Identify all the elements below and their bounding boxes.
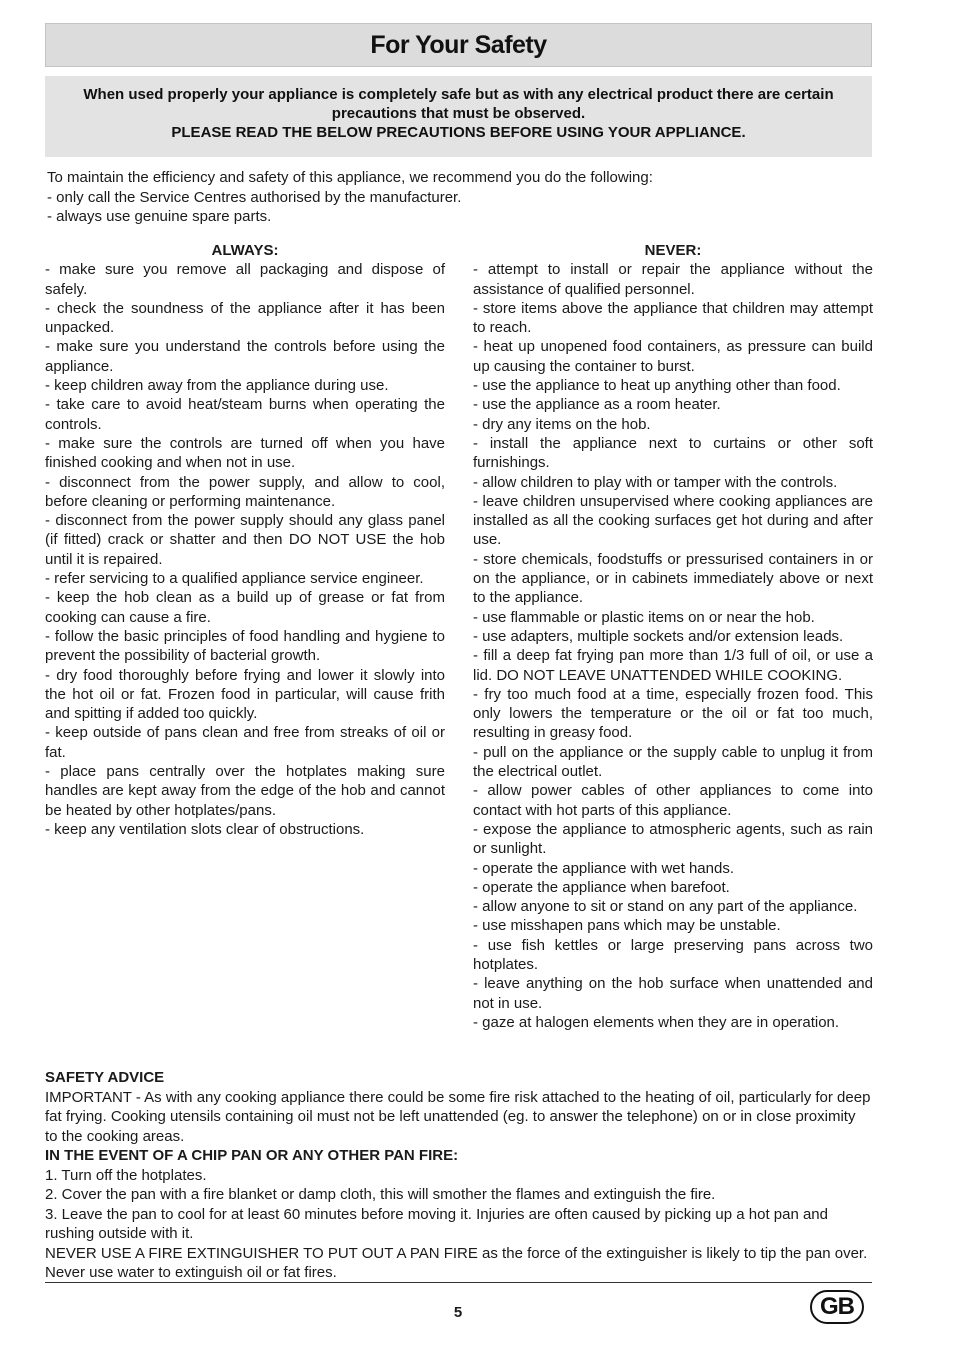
list-item: - allow power cables of other appliances to come into contact with hot parts of this appliance. bbox=[473, 782, 873, 819]
notice-line-2: PLEASE READ THE BELOW PRECAUTIONS BEFORE USING YOUR APPLIANCE. bbox=[171, 124, 746, 141]
list-item: - use fish kettles or large preserving pans across two hotplates. bbox=[473, 936, 873, 973]
intro-line: - only call the Service Centres authorised by the manufacturer. bbox=[47, 188, 462, 206]
important-paragraph: IMPORTANT - As with any cooking appliance there could be some fire risk attached to the heating of oil, particularly for deep fat frying. Cooking utensils containing oil must not be left unattended (eg. to answer the telephone) on or in close proximity to the cooking areas. bbox=[45, 1088, 871, 1145]
page-title: For Your Safety bbox=[370, 30, 547, 59]
safety-advice-section bbox=[45, 1068, 872, 1283]
title-banner bbox=[45, 23, 872, 67]
country-badge: GB bbox=[810, 1290, 864, 1324]
list-item: - place pans centrally over the hotplates making sure handles are kept away from the edge of the hob and cannot be heated by other hotplates/pans. bbox=[45, 763, 445, 819]
safety-heading: SAFETY ADVICE bbox=[45, 1069, 165, 1086]
list-item: - operate the appliance when barefoot. bbox=[473, 878, 730, 896]
list-item: - gaze at halogen elements when they are in operation. bbox=[473, 1013, 840, 1031]
list-item: - store chemicals, foodstuffs or pressurised containers in or on the appliance, or in cabinets immediately above or next to the appliance. bbox=[473, 550, 873, 607]
list-item: - heat up unopened food containers, as pressure can build up causing the container to burst. bbox=[473, 338, 873, 375]
list-item: - use misshapen pans which may be unstable. bbox=[473, 917, 781, 935]
always-heading: ALWAYS: bbox=[211, 242, 279, 259]
list-item: - follow the basic principles of food handling and hygiene to prevent the possibility of bacterial growth. bbox=[45, 627, 445, 665]
list-item: - make sure the controls are turned off when you have finished cooking and when not in use. bbox=[45, 434, 445, 472]
list-item: - use the appliance to heat up anything other than food. bbox=[473, 377, 841, 395]
list-item: - refer servicing to a qualified appliance service engineer. bbox=[45, 570, 424, 588]
never-column bbox=[473, 241, 873, 1032]
list-item: - attempt to install or repair the appliance without the assistance of qualified personnel. bbox=[473, 261, 873, 298]
extinguisher-warning: NEVER USE A FIRE EXTINGUISHER TO PUT OUT A PAN FIRE as the force of the extinguisher is likely to tip the pan over. Never use water to extinguish oil or fat fires. bbox=[45, 1244, 868, 1281]
list-item: - dry food thoroughly before frying and lower it slowly into the hot oil or fat. Frozen food in particular, will cause frith and spitting if added too quickly. bbox=[45, 666, 445, 723]
safety-notice bbox=[45, 76, 872, 157]
fire-step: 2. Cover the pan with a fire blanket or damp cloth, this will smother the flames and extinguish the fire. bbox=[45, 1186, 716, 1203]
list-item: - disconnect from the power supply, and allow to cool, before cleaning or performing maintenance. bbox=[45, 473, 445, 510]
list-item: - fry too much food at a time, especially frozen food. This only lowers the temperature or the oil or fat too much, resulting in greasy food. bbox=[473, 685, 873, 742]
list-item: - make sure you remove all packaging and dispose of safely. bbox=[45, 261, 445, 298]
page-number: 5 bbox=[453, 1304, 463, 1321]
list-item: - dry any items on the hob. bbox=[473, 415, 651, 433]
list-item: - use flammable or plastic items on or near the hob. bbox=[473, 608, 815, 626]
list-item: - keep outside of pans clean and free from streaks of oil or fat. bbox=[45, 724, 445, 761]
footer-divider bbox=[45, 1282, 872, 1283]
list-item: - allow children to play with or tamper with the controls. bbox=[473, 473, 838, 491]
intro-text bbox=[47, 168, 867, 227]
list-item: - expose the appliance to atmospheric agents, such as rain or sunlight. bbox=[473, 820, 873, 858]
list-item: - disconnect from the power supply should any glass panel (if fitted) crack or shatter and then DO NOT USE the hob until it is repaired. bbox=[45, 512, 445, 568]
list-item: - pull on the appliance or the supply cable to unplug it from the electrical outlet. bbox=[473, 743, 873, 781]
list-item: - fill a deep fat frying pan more than 1/3 full of oil, or use a lid. DO NOT LEAVE UNATTENDED WHILE COOKING. bbox=[473, 647, 873, 684]
list-item: - use the appliance as a room heater. bbox=[473, 396, 721, 414]
list-item: - take care to avoid heat/steam burns when operating the controls. bbox=[45, 396, 445, 433]
list-item: - use adapters, multiple sockets and/or extension leads. bbox=[473, 627, 844, 645]
list-item: - keep children away from the appliance during use. bbox=[45, 377, 389, 395]
list-item: - install the appliance next to curtains or other soft furnishings. bbox=[473, 434, 873, 472]
list-item: - operate the appliance with wet hands. bbox=[473, 859, 734, 877]
never-heading: NEVER: bbox=[644, 242, 702, 259]
list-item: - store items above the appliance that children may attempt to reach. bbox=[473, 299, 873, 337]
list-item: - check the soundness of the appliance after it has been unpacked. bbox=[45, 299, 445, 337]
list-item: - leave anything on the hob surface when unattended and not in use. bbox=[473, 975, 873, 1012]
intro-line: To maintain the efficiency and safety of this appliance, we recommend you do the following: bbox=[47, 169, 653, 186]
list-item: - keep the hob clean as a build up of grease or fat from cooking can cause a fire. bbox=[45, 589, 445, 626]
intro-line: - always use genuine spare parts. bbox=[47, 208, 272, 225]
pan-fire-heading: IN THE EVENT OF A CHIP PAN OR ANY OTHER PAN FIRE: bbox=[45, 1147, 459, 1164]
list-item: - allow anyone to sit or stand on any part of the appliance. bbox=[473, 898, 858, 916]
notice-line-1: When used properly your appliance is completely safe but as with any electrical product there are certain precautions that must be observed. bbox=[83, 86, 834, 122]
list-item: - make sure you understand the controls before using the appliance. bbox=[45, 338, 445, 375]
fire-step: 1. Turn off the hotplates. bbox=[45, 1166, 207, 1184]
list-item: - keep any ventilation slots clear of obstructions. bbox=[45, 820, 365, 838]
fire-step: 3. Leave the pan to cool for at least 60 minutes before moving it. Injuries are often caused by picking up a hot pan and rushing outside with it. bbox=[45, 1205, 828, 1242]
always-column bbox=[45, 241, 445, 839]
list-item: - leave children unsupervised where cooking appliances are installed as all the cooking surfaces get hot during and after use. bbox=[473, 492, 873, 549]
